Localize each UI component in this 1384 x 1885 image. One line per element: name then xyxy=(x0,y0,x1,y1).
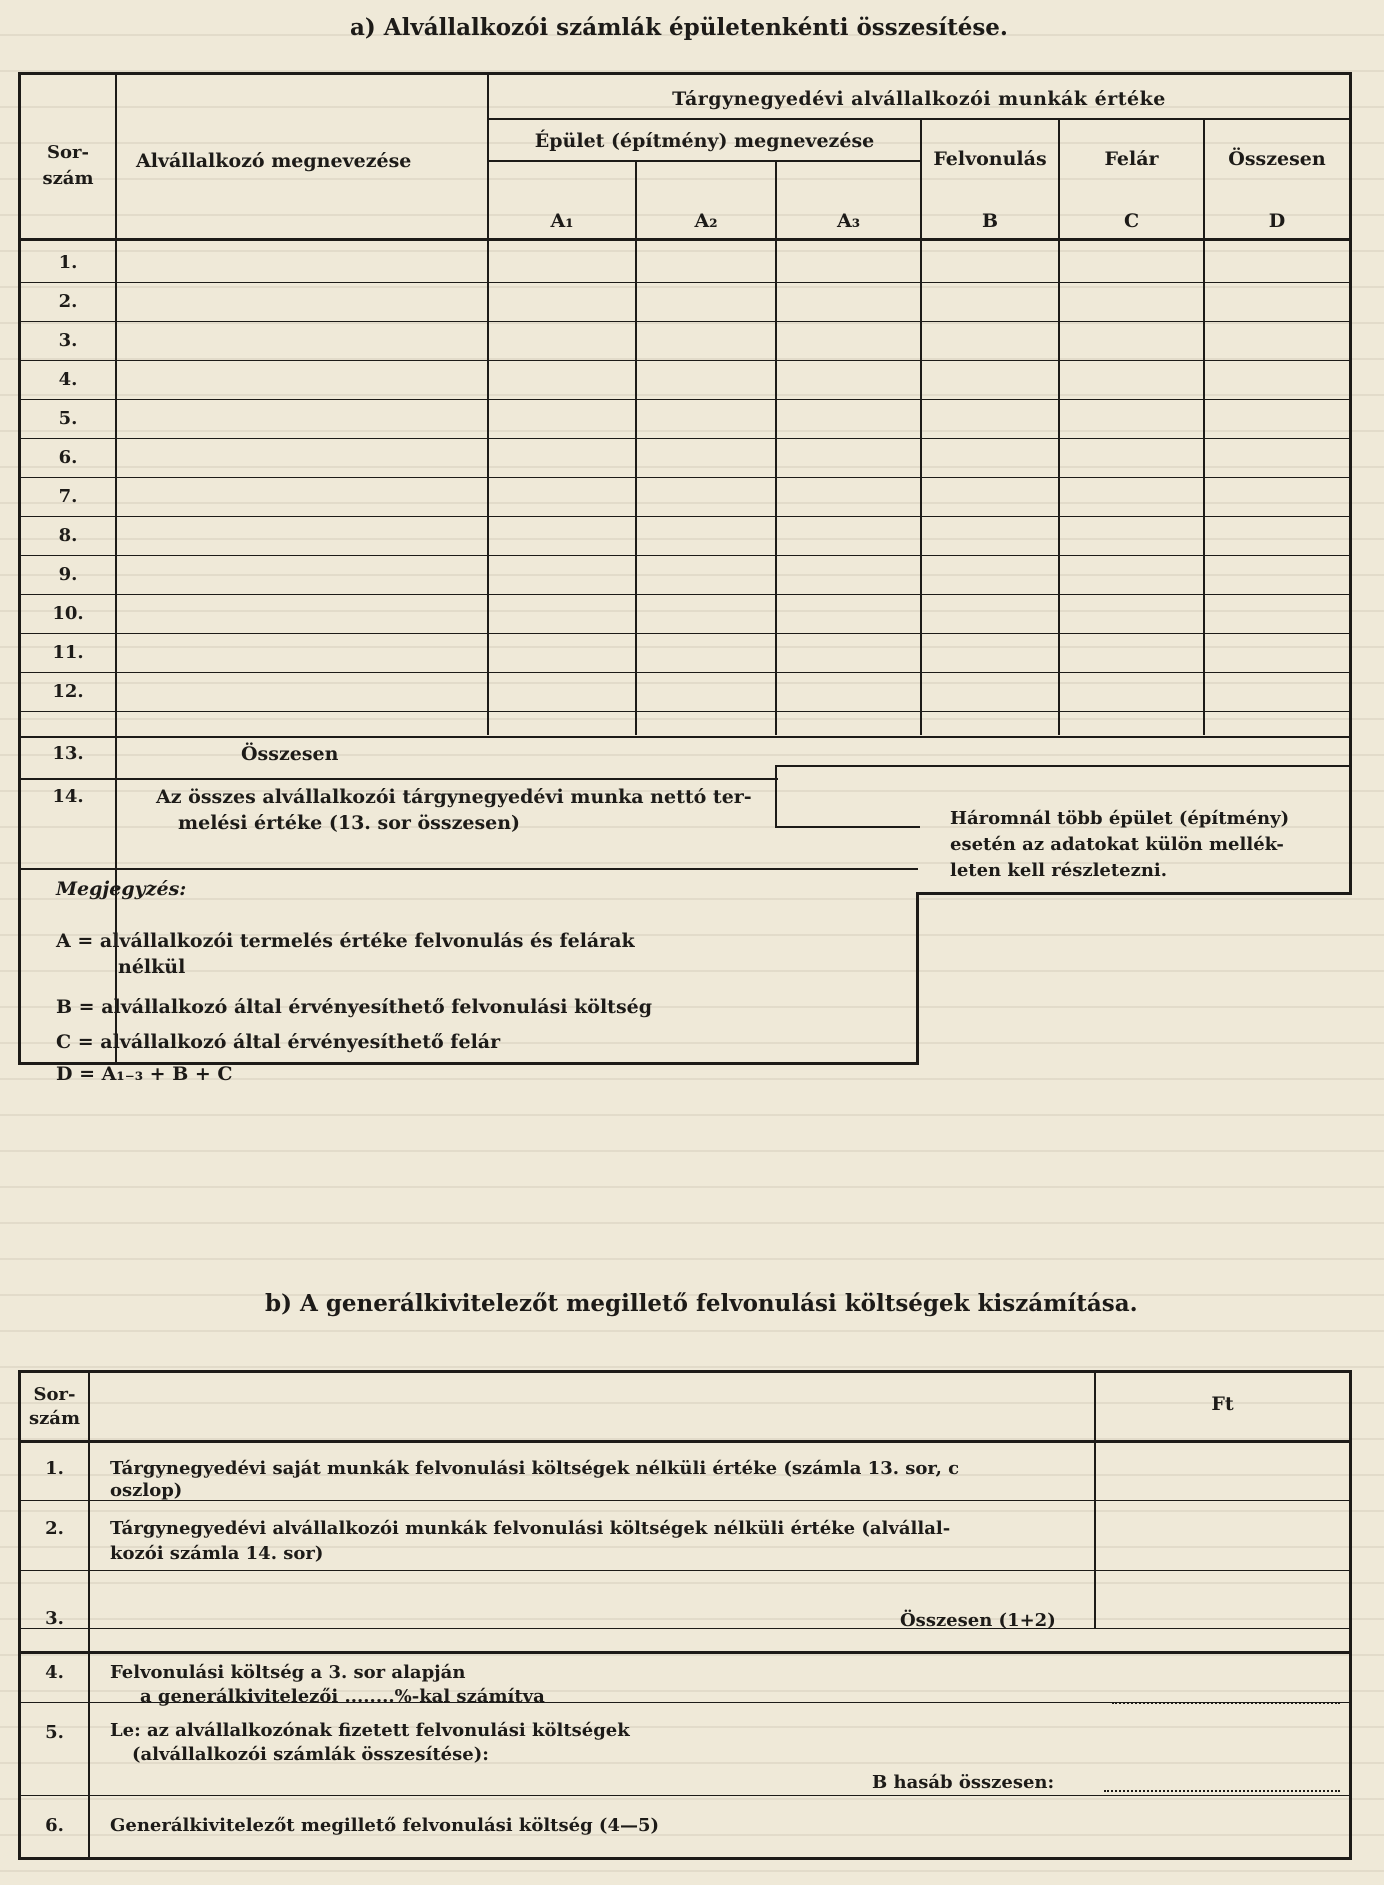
table-b-row-number: 2. xyxy=(45,1518,64,1539)
table-b-row-4-text-cont: a generálkivitelezői ........%-kal számítva xyxy=(140,1686,545,1707)
side-note-line: Háromnál több épület (építmény) xyxy=(950,808,1290,829)
row-number: 6. xyxy=(58,447,78,468)
header-d: D xyxy=(1268,210,1286,232)
row-13-number: 13. xyxy=(52,743,84,764)
row-14-label-line2: melési értéke (13. sor összesen) xyxy=(178,812,521,834)
row-number: 3. xyxy=(58,330,78,351)
header-a2: A₂ xyxy=(694,210,718,232)
table-b-header-ft: Ft xyxy=(1211,1393,1234,1415)
row-number: 4. xyxy=(58,369,78,390)
table-b-row-6-text: Generálkivitelezőt megillető felvonulási költség (4—5) xyxy=(110,1815,660,1836)
header-felar: Felár xyxy=(1104,148,1159,170)
table-b-header-sor: Sor- szám xyxy=(28,1384,81,1429)
table-b-row-number: 4. xyxy=(45,1662,64,1683)
table-b-row-2-text: Tárgynegyedévi alvállalkozói munkák felvonulási költségek nélküli értéke (alvállal- xyxy=(110,1518,951,1539)
row-number: 2. xyxy=(58,291,78,312)
row-number: 9. xyxy=(58,564,78,585)
table-b-row-number: 3. xyxy=(45,1608,64,1629)
megjegyzes-title: Megjegyzés: xyxy=(56,878,187,900)
header-b: B xyxy=(981,210,999,232)
section-a-title: a) Alvállalkozói számlák épületenkénti összesítése. xyxy=(350,14,1008,41)
side-note xyxy=(950,806,1289,884)
row-number: 8. xyxy=(58,525,78,546)
header-felvonulas: Felvonulás xyxy=(933,148,1047,170)
table-b-row-5-text: Le: az alvállalkozónak fizetett felvonulási költségek xyxy=(110,1720,630,1741)
header-alvallalkozo: Alvállalkozó megnevezése xyxy=(136,150,412,172)
section-b-title: b) A generálkivitelezőt megillető felvonulási költségek kiszámítása. xyxy=(265,1290,1138,1317)
row-number: 11. xyxy=(52,642,84,663)
note-a-cont: nélkül xyxy=(118,956,186,978)
row-14-number: 14. xyxy=(52,786,84,807)
table-b-row-2-text-cont: kozói számla 14. sor) xyxy=(110,1543,324,1564)
row-number: 7. xyxy=(58,486,78,507)
b-hasab-label: B hasáb összesen: xyxy=(872,1772,1055,1793)
table-b-row-4-text: Felvonulási költség a 3. sor alapján xyxy=(110,1662,466,1683)
row-number: 5. xyxy=(58,408,78,429)
header-c: C xyxy=(1123,210,1140,232)
note-a: A = alvállalkozói termelés értéke felvonulás és felárak xyxy=(56,930,635,952)
header-a1: A₁ xyxy=(550,210,574,232)
side-note-line: leten kell részletezni. xyxy=(950,860,1168,881)
note-b: B = alvállalkozó által érvényesíthető felvonulási költség xyxy=(56,996,653,1018)
row-4-amount-blank xyxy=(1112,1702,1340,1704)
row-14-label-line1: Az összes alvállalkozói tárgynegyedévi munka nettó ter- xyxy=(156,786,752,808)
header-osszesen: Összesen xyxy=(1228,148,1326,170)
b-hasab-amount-blank xyxy=(1104,1790,1340,1792)
header-targynegyedevi: Tárgynegyedévi alvállalkozói munkák értéke xyxy=(672,88,1166,110)
row-13-label: Összesen xyxy=(241,743,339,765)
header-a3: A₃ xyxy=(836,210,861,232)
side-note-line: esetén az adatokat külön mellék- xyxy=(950,834,1284,855)
header-sor-szam: Sor- szám xyxy=(42,142,94,189)
row-number: 10. xyxy=(52,603,84,624)
table-b-row-1-text: Tárgynegyedévi saját munkák felvonulási költségek nélküli értéke (számla 13. sor, c xyxy=(110,1458,960,1479)
note-c: C = alvállalkozó által érvényesíthető felár xyxy=(56,1031,501,1053)
row-number: 12. xyxy=(52,681,84,702)
table-b-row-number: 1. xyxy=(45,1458,64,1479)
table-b-row-3-text: Összesen (1+2) xyxy=(900,1610,1056,1631)
table-b-row-5-text-cont: (alvállalkozói számlák összesítése): xyxy=(132,1744,489,1765)
header-epulet: Épület (építmény) megnevezése xyxy=(534,130,875,152)
row-number: 1. xyxy=(58,252,78,273)
table-b-row-number: 6. xyxy=(45,1815,64,1836)
table-b-row-number: 5. xyxy=(45,1722,64,1743)
table-b-row-1-text-cont: oszlop) xyxy=(110,1480,183,1501)
note-d: D = A₁₋₃ + B + C xyxy=(56,1063,233,1085)
